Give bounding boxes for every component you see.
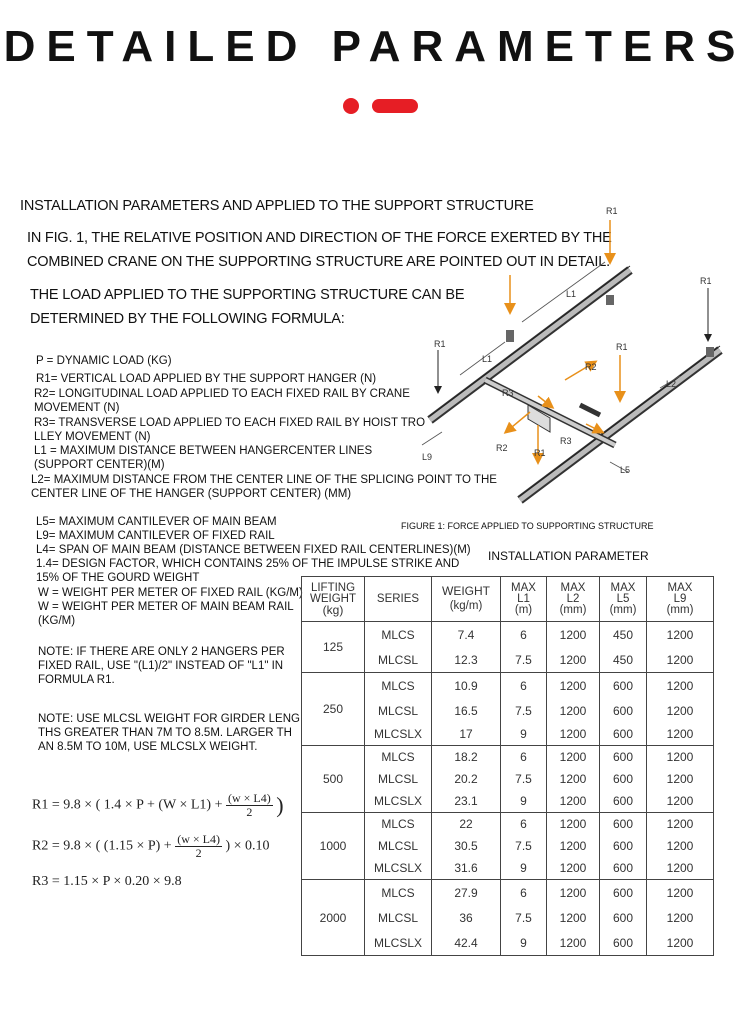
header-lifting-line-1: LIFTING (310, 581, 356, 594)
figure-caption: FIGURE 1: FORCE APPLIED TO SUPPORTING STRUCTURE (401, 521, 654, 531)
intro-line-1: IN FIG. 1, THE RELATIVE POSITION AND DIRECTION OF THE FORCE EXERTED BY THE (27, 230, 612, 246)
def-l9: L9= MAXIMUM CANTILEVER OF FIXED RAIL (36, 530, 275, 542)
header-weight (432, 577, 501, 622)
def-r2a: R2= LONGITUDINAL LOAD APPLIED TO EACH FIXED RAIL BY CRANE (34, 388, 410, 400)
cell-weight: 22 (432, 813, 501, 836)
def-l2a: L2= MAXIMUM DISTANCE FROM THE CENTER LINE OF THE SPLICING POINT TO THE (31, 474, 497, 486)
table-body (302, 622, 714, 956)
cell-series: MLCSLX (365, 930, 432, 956)
note-2-a: NOTE: USE MLCSL WEIGHT FOR GIRDER LENG (38, 713, 300, 725)
cell-l2: 1200 (547, 746, 600, 769)
def-design-factor-b: 15% OF THE GOURD WEIGHT (36, 572, 200, 584)
header-weight-line-2: (kg/m) (449, 600, 483, 612)
section-heading: INSTALLATION PARAMETERS AND APPLIED TO THE SUPPORT STRUCTURE (20, 198, 534, 214)
cell-l5: 450 (600, 622, 647, 648)
cell-l9: 1200 (647, 930, 714, 956)
header-l9-line-1: MAX (667, 581, 693, 594)
installation-parameter-table (301, 576, 714, 956)
header-max-l9 (647, 577, 714, 622)
table-row (302, 673, 714, 699)
header-l5-line-2: L5 (616, 592, 630, 605)
cell-weight: 7.4 (432, 622, 501, 648)
cell-l9: 1200 (647, 857, 714, 880)
fixed-rail-upper (430, 266, 630, 420)
label-l1-upper: L1 (566, 289, 577, 299)
cell-series: MLCSL (365, 905, 432, 930)
header-series: SERIES (365, 577, 432, 622)
cell-l2: 1200 (547, 790, 600, 813)
cell-series: MLCSL (365, 647, 432, 673)
header-lifting-weight (302, 577, 365, 622)
cell-weight: 42.4 (432, 930, 501, 956)
cell-l5: 600 (600, 905, 647, 930)
cell-series: MLCS (365, 813, 432, 836)
cell-series: MLCSL (365, 835, 432, 857)
header-lifting-line-3: (kg) (322, 602, 344, 617)
formula-r2 (32, 833, 270, 860)
formula-r1-close-paren: ) (276, 792, 284, 818)
cell-l9: 1200 (647, 790, 714, 813)
intro-line-2: COMBINED CRANE ON THE SUPPORTING STRUCTURE ARE POINTED OUT IN DETAIL. (27, 254, 610, 270)
cell-l1: 6 (501, 813, 547, 836)
accent-bar (372, 99, 418, 113)
formula-r2-num: (w × L4) (177, 832, 220, 846)
cell-l1: 7.5 (501, 768, 547, 790)
cell-l1: 9 (501, 930, 547, 956)
table-row (302, 622, 714, 648)
def-w-beam-b: (KG/M) (38, 615, 76, 627)
cell-l9: 1200 (647, 746, 714, 769)
cell-series: MLCSLX (365, 790, 432, 813)
cell-l9: 1200 (647, 673, 714, 699)
formula-r2-fraction (175, 833, 222, 860)
cell-l1: 7.5 (501, 647, 547, 673)
header-l9-line-3: (mm) (666, 603, 694, 616)
cell-l9: 1200 (647, 622, 714, 648)
header-l5-line-1: MAX (610, 581, 636, 594)
formula-r2-prefix: R2 = 9.8 × ( (1.15 × P) + (32, 838, 172, 854)
cell-l1: 7.5 (501, 905, 547, 930)
cell-l2: 1200 (547, 622, 600, 648)
cell-weight: 10.9 (432, 673, 501, 699)
def-l1b: (SUPPORT CENTER)(M) (34, 459, 165, 471)
def-w-rail: W = WEIGHT PER METER OF FIXED RAIL (KG/M) (38, 587, 303, 599)
label-r2-upper: R2 (585, 362, 597, 372)
cell-series: MLCSL (365, 768, 432, 790)
label-l1-lower: L1 (482, 354, 493, 364)
cell-weight: 12.3 (432, 647, 501, 673)
cell-l9: 1200 (647, 647, 714, 673)
cell-l1: 9 (501, 723, 547, 746)
cell-l9: 1200 (647, 835, 714, 857)
label-r1-top: R1 (606, 206, 618, 216)
cell-l9: 1200 (647, 768, 714, 790)
cell-weight: 18.2 (432, 746, 501, 769)
cell-l1: 6 (501, 673, 547, 699)
cell-l5: 600 (600, 857, 647, 880)
cell-l5: 600 (600, 813, 647, 836)
cell-series: MLCS (365, 673, 432, 699)
force-diagram (410, 200, 740, 520)
cell-l2: 1200 (547, 768, 600, 790)
cell-series: MLCSLX (365, 723, 432, 746)
cell-l2: 1200 (547, 857, 600, 880)
cell-l5: 600 (600, 930, 647, 956)
cell-lifting-weight: 1000 (302, 813, 365, 880)
cell-weight: 36 (432, 905, 501, 930)
formula-r2-suffix: ) × 0.10 (225, 838, 270, 854)
page-title: DETAILED PARAMETERS (3, 22, 747, 71)
cell-l5: 600 (600, 746, 647, 769)
table-header-row (302, 577, 714, 622)
cell-weight: 20.2 (432, 768, 501, 790)
note-1-c: FORMULA R1. (38, 674, 115, 686)
cell-series: MLCSL (365, 698, 432, 723)
cell-series: MLCS (365, 880, 432, 906)
def-r3b: LLEY MOVEMENT (N) (34, 431, 151, 443)
cell-l1: 7.5 (501, 835, 547, 857)
cell-l1: 6 (501, 880, 547, 906)
cell-lifting-weight: 250 (302, 673, 365, 746)
label-l5: L5 (620, 465, 631, 475)
formula-r2-den: 2 (195, 846, 202, 860)
cell-weight: 16.5 (432, 698, 501, 723)
cell-l9: 1200 (647, 698, 714, 723)
dim-l9 (422, 432, 442, 445)
def-r2b: MOVEMENT (N) (34, 402, 120, 414)
label-r3-lower: R3 (560, 436, 572, 446)
table-row (302, 880, 714, 906)
cell-weight: 30.5 (432, 835, 501, 857)
load-line-2: DETERMINED BY THE FOLLOWING FORMULA: (30, 311, 345, 327)
dim-l1-upper (522, 262, 605, 322)
table-title: INSTALLATION PARAMETER (488, 549, 649, 563)
cell-l5: 600 (600, 698, 647, 723)
cell-weight: 27.9 (432, 880, 501, 906)
label-r1-center: R1 (616, 342, 628, 352)
header-l1-line-1: MAX (511, 581, 536, 594)
cell-l5: 600 (600, 880, 647, 906)
def-l2b: CENTER LINE OF THE HANGER (SUPPORT CENTER) (MM) (31, 488, 352, 500)
arrow-r2-lower (506, 412, 530, 432)
hangers (506, 295, 714, 357)
cell-lifting-weight: 2000 (302, 880, 365, 956)
cell-l2: 1200 (547, 905, 600, 930)
cell-series: MLCS (365, 622, 432, 648)
cell-l1: 6 (501, 746, 547, 769)
def-design-factor-a: 1.4= DESIGN FACTOR, WHICH CONTAINS 25% OF THE IMPULSE STRIKE AND (36, 558, 460, 570)
cell-l1: 7.5 (501, 698, 547, 723)
formula-r3: R3 = 1.15 × P × 0.20 × 9.8 (32, 874, 182, 889)
def-l4: L4= SPAN OF MAIN BEAM (DISTANCE BETWEEN FIXED RAIL CENTERLINES)(M) (36, 544, 471, 556)
header-max-l2 (547, 577, 600, 622)
label-r1-bottom: R1 (534, 448, 546, 458)
cell-lifting-weight: 500 (302, 746, 365, 813)
cell-weight: 17 (432, 723, 501, 746)
cell-l2: 1200 (547, 930, 600, 956)
note-2-b: THS GREATER THAN 7M TO 8.5M. LARGER TH (38, 727, 292, 739)
cell-series: MLCS (365, 746, 432, 769)
label-l9: L9 (422, 452, 433, 462)
cell-l9: 1200 (647, 813, 714, 836)
formula-r1-fraction (226, 792, 273, 819)
cell-l1: 6 (501, 622, 547, 648)
note-2-c: AN 8.5M TO 10M, USE MLCSLX WEIGHT. (38, 741, 258, 753)
label-r2-lower: R2 (496, 443, 508, 453)
note-1-a: NOTE: IF THERE ARE ONLY 2 HANGERS PER (38, 646, 285, 658)
cell-l5: 600 (600, 768, 647, 790)
formula-r1-num: (w × L4) (227, 791, 271, 805)
cell-l2: 1200 (547, 880, 600, 906)
cell-l1: 9 (501, 790, 547, 813)
def-r1: R1= VERTICAL LOAD APPLIED BY THE SUPPORT HANGER (N) (36, 373, 377, 385)
cell-l5: 450 (600, 647, 647, 673)
table-row (302, 746, 714, 769)
cell-l2: 1200 (547, 835, 600, 857)
header-l1-line-2: L1 (517, 592, 530, 605)
accent-dot (343, 98, 359, 114)
cell-l2: 1200 (547, 698, 600, 723)
header-l9-line-2: L9 (673, 592, 687, 605)
header-l2-line-1: MAX (560, 581, 586, 594)
label-l2: L2 (666, 379, 677, 389)
cell-l5: 600 (600, 790, 647, 813)
formula-r1 (32, 792, 284, 819)
load-line-1: THE LOAD APPLIED TO THE SUPPORTING STRUCTURE CAN BE (30, 287, 465, 303)
cell-l5: 600 (600, 673, 647, 699)
header-max-l5 (600, 577, 647, 622)
header-weight-line-1: WEIGHT (442, 584, 490, 598)
def-r3a: R3= TRANSVERSE LOAD APPLIED TO EACH FIXED RAIL BY HOIST TRO (34, 417, 426, 429)
header-l5-line-3: (mm) (609, 603, 637, 616)
cell-l9: 1200 (647, 905, 714, 930)
cell-weight: 31.6 (432, 857, 501, 880)
cell-lifting-weight: 125 (302, 622, 365, 673)
def-l1a: L1 = MAXIMUM DISTANCE BETWEEN HANGERCENTER LINES (34, 445, 373, 457)
cell-l9: 1200 (647, 880, 714, 906)
formula-r1-den: 2 (246, 805, 253, 819)
table-row (302, 813, 714, 836)
cell-l5: 600 (600, 835, 647, 857)
def-p: P = DYNAMIC LOAD (KG) (36, 355, 172, 367)
label-r1-right: R1 (700, 276, 712, 286)
cell-weight: 23.1 (432, 790, 501, 813)
header-l1-line-3: (m) (514, 603, 533, 616)
def-w-beam-a: W = WEIGHT PER METER OF MAIN BEAM RAIL (38, 601, 294, 613)
cell-l2: 1200 (547, 813, 600, 836)
cell-l2: 1200 (547, 723, 600, 746)
cell-l2: 1200 (547, 647, 600, 673)
header-lifting-line-2: WEIGHT (310, 592, 356, 605)
cell-l9: 1200 (647, 723, 714, 746)
formula-r1-prefix: R1 = 9.8 × ( 1.4 × P + (W × L1) + (32, 797, 223, 813)
header-l2-line-3: (mm) (559, 603, 587, 616)
cell-l1: 9 (501, 857, 547, 880)
cell-l2: 1200 (547, 673, 600, 699)
cell-series: MLCSLX (365, 857, 432, 880)
label-r1-left: R1 (434, 339, 446, 349)
label-r3-upper: R3 (502, 388, 514, 398)
header-max-l1 (501, 577, 547, 622)
def-l5: L5= MAXIMUM CANTILEVER OF MAIN BEAM (36, 516, 277, 528)
header-l2-line-2: L2 (566, 592, 580, 605)
note-1-b: FIXED RAIL, USE "(L1)/2" INSTEAD OF "L1" IN (38, 660, 284, 672)
cell-l5: 600 (600, 723, 647, 746)
